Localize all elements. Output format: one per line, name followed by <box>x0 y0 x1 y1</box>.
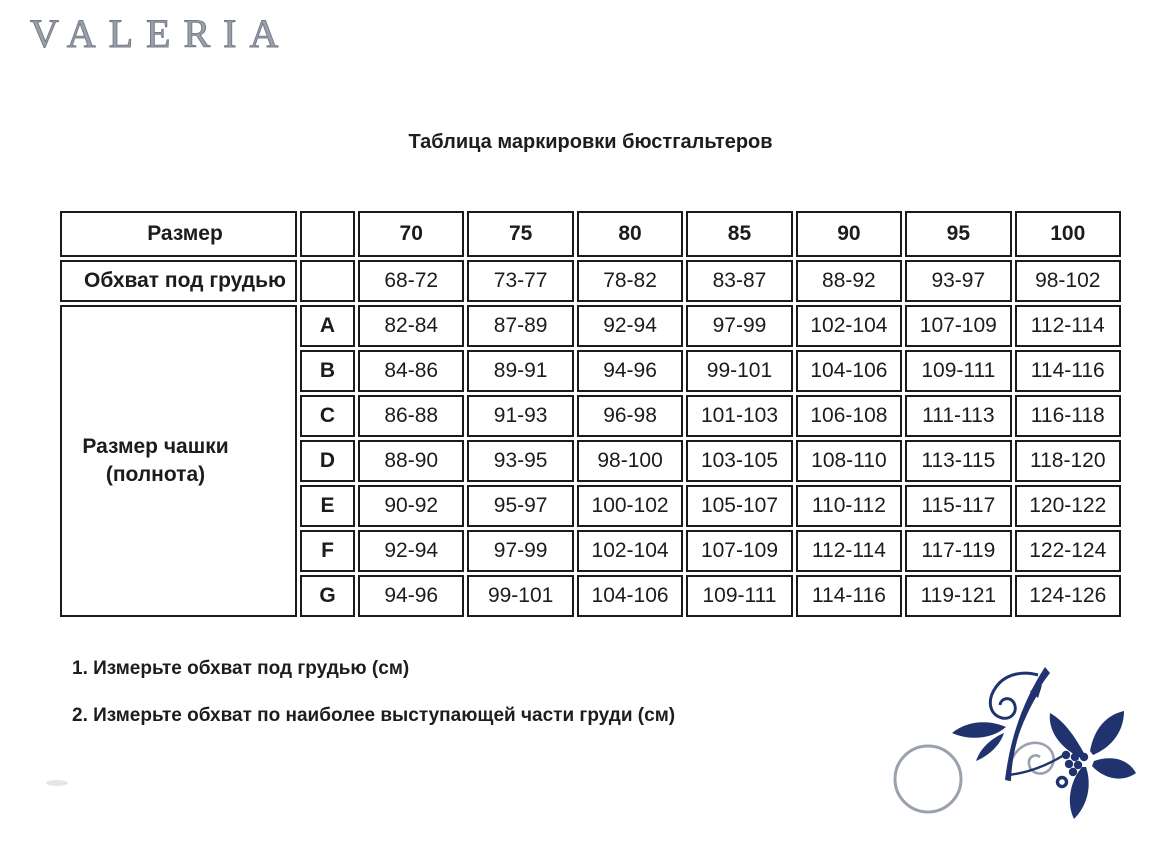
cup-value-cell: 107-109 <box>905 305 1011 347</box>
underbust-label-cell: Обхват под грудью <box>60 260 297 302</box>
cup-value-cell: 104-106 <box>577 575 683 617</box>
cup-value-cell: 96-98 <box>577 395 683 437</box>
empty-header-cell <box>300 211 355 257</box>
cup-letter-cell: E <box>300 485 355 527</box>
cup-letter-cell: D <box>300 440 355 482</box>
cup-value-cell: 111-113 <box>905 395 1011 437</box>
cup-value-cell: 109-111 <box>686 575 792 617</box>
cup-letter-cell: B <box>300 350 355 392</box>
cup-value-cell: 97-99 <box>686 305 792 347</box>
cup-value-cell: 124-126 <box>1015 575 1121 617</box>
cup-value-cell: 113-115 <box>905 440 1011 482</box>
cup-value-cell: 102-104 <box>577 530 683 572</box>
cup-value-cell: 114-116 <box>796 575 902 617</box>
cup-value-cell: 95-97 <box>467 485 573 527</box>
cup-value-cell: 103-105 <box>686 440 792 482</box>
instructions-list <box>72 658 675 752</box>
cup-letter-cell: G <box>300 575 355 617</box>
cropped-artifact <box>46 780 68 786</box>
cup-value-cell: 99-101 <box>686 350 792 392</box>
size-value-cell: 95 <box>905 211 1011 257</box>
cup-value-cell: 97-99 <box>467 530 573 572</box>
cup-value-cell: 109-111 <box>905 350 1011 392</box>
cup-value-cell: 110-112 <box>796 485 902 527</box>
cup-value-cell: 101-103 <box>686 395 792 437</box>
cup-value-cell: 119-121 <box>905 575 1011 617</box>
cup-value-cell: 107-109 <box>686 530 792 572</box>
underbust-value-cell: 93-97 <box>905 260 1011 302</box>
cup-value-cell: 102-104 <box>796 305 902 347</box>
size-header-row <box>60 211 1121 257</box>
cup-value-cell: 116-118 <box>1015 395 1121 437</box>
cup-value-cell: 94-96 <box>358 575 464 617</box>
cup-value-cell: 117-119 <box>905 530 1011 572</box>
cup-value-cell: 100-102 <box>577 485 683 527</box>
size-value-cell: 80 <box>577 211 683 257</box>
cup-value-cell: 106-108 <box>796 395 902 437</box>
underbust-value-cell: 88-92 <box>796 260 902 302</box>
page-title: Таблица маркировки бюстгальтеров <box>408 131 773 153</box>
underbust-value-cell: 83-87 <box>686 260 792 302</box>
size-value-cell: 90 <box>796 211 902 257</box>
empty-cell <box>300 260 355 302</box>
size-value-cell: 85 <box>686 211 792 257</box>
size-table-body <box>60 211 1121 617</box>
cup-value-cell: 93-95 <box>467 440 573 482</box>
underbust-value-cell: 68-72 <box>358 260 464 302</box>
instruction-item: 1. Измерьте обхват под грудью (см) <box>72 658 410 679</box>
cup-value-cell: 112-114 <box>796 530 902 572</box>
cup-value-cell: 104-106 <box>796 350 902 392</box>
size-value-cell: 100 <box>1015 211 1121 257</box>
underbust-value-cell: 78-82 <box>577 260 683 302</box>
cup-letter-cell: F <box>300 530 355 572</box>
cup-value-cell: 92-94 <box>358 530 464 572</box>
cup-value-cell: 92-94 <box>577 305 683 347</box>
size-value-cell: 70 <box>358 211 464 257</box>
cup-value-cell: 86-88 <box>358 395 464 437</box>
cup-value-cell: 99-101 <box>467 575 573 617</box>
cup-value-cell: 91-93 <box>467 395 573 437</box>
cup-value-cell: 98-100 <box>577 440 683 482</box>
cup-value-cell: 87-89 <box>467 305 573 347</box>
cup-size-label-cell: Размер чашки (полнота) <box>60 305 297 617</box>
cup-letter-cell: A <box>300 305 355 347</box>
size-table <box>57 208 1124 620</box>
cup-value-cell: 112-114 <box>1015 305 1121 347</box>
cup-value-cell: 114-116 <box>1015 350 1121 392</box>
underbust-row <box>60 260 1121 302</box>
size-label-cell: Размер <box>60 211 297 257</box>
cup-value-cell: 120-122 <box>1015 485 1121 527</box>
cup-value-cell: 84-86 <box>358 350 464 392</box>
underbust-value-cell: 98-102 <box>1015 260 1121 302</box>
instruction-item: 2. Измерьте обхват по наиболее выступающей части груди (см) <box>72 705 676 726</box>
cup-value-cell: 122-124 <box>1015 530 1121 572</box>
cup-value-cell: 90-92 <box>358 485 464 527</box>
cup-value-cell: 88-90 <box>358 440 464 482</box>
cup-value-cell: 89-91 <box>467 350 573 392</box>
cup-value-cell: 118-120 <box>1015 440 1121 482</box>
cup-value-cell: 108-110 <box>796 440 902 482</box>
cup-value-cell: 115-117 <box>905 485 1011 527</box>
cup-row <box>60 305 1121 347</box>
floral-ornament-icon <box>878 663 1140 845</box>
size-value-cell: 75 <box>467 211 573 257</box>
underbust-value-cell: 73-77 <box>467 260 573 302</box>
cup-value-cell: 94-96 <box>577 350 683 392</box>
cup-value-cell: 105-107 <box>686 485 792 527</box>
cup-value-cell: 82-84 <box>358 305 464 347</box>
brand-logo: VALERIA <box>30 11 292 56</box>
cup-letter-cell: C <box>300 395 355 437</box>
